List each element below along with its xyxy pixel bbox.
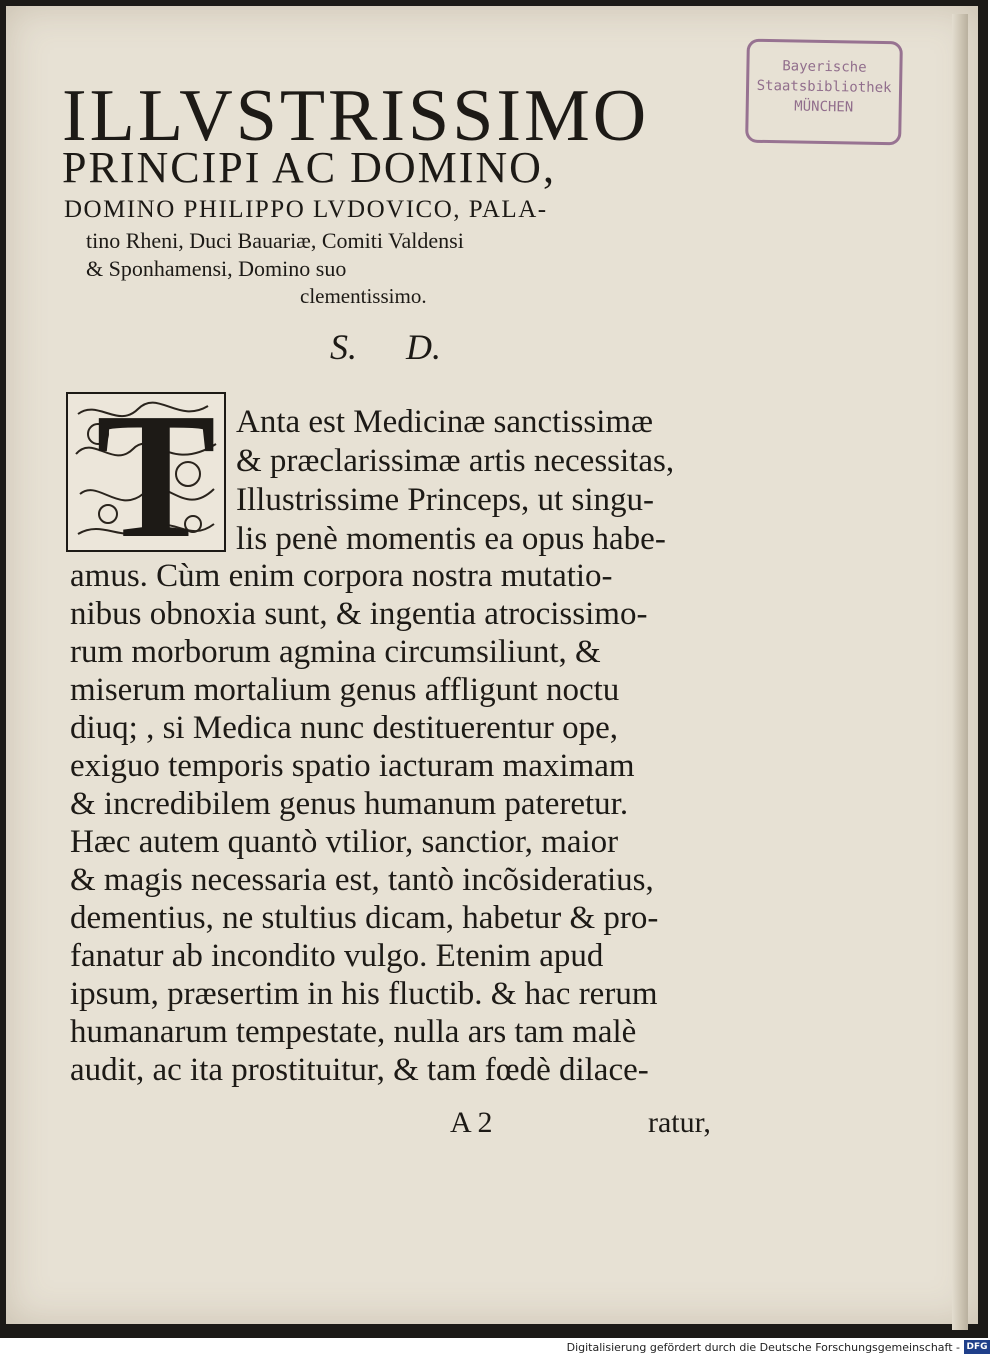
body-line: rum morborum agmina circumsiliunt, &: [70, 634, 601, 670]
dedication-title-line-2: PRINCIPI AC DOMINO,: [62, 143, 556, 192]
body-line: diuq; , si Medica nunc destituerentur ope,: [70, 710, 619, 746]
dedication-title-line-5: & Sponhamensi, Domino suo: [86, 256, 347, 281]
body-line: Hæc autem quantò vtilior, sanctior, maior: [70, 824, 619, 860]
body-line: & præclarissimæ artis necessitas,: [236, 443, 675, 479]
body-line: amus. Cùm enim corpora nostra mutatio-: [70, 558, 613, 594]
body-line: fanatur ab incondito vulgo. Etenim apud: [70, 938, 604, 974]
body-line: Anta est Medicinæ sanctissimæ: [236, 404, 654, 440]
digitization-credit: Digitalisierung gefördert durch die Deutsche Forschungsgemeinschaft -: [566, 1341, 960, 1354]
body-line: miserum mortalium genus affligunt noctu: [70, 672, 620, 708]
body-line: Illustrissime Princeps, ut singu-: [236, 482, 654, 518]
body-line: exiguo temporis spatio iacturam maximam: [70, 748, 635, 784]
body-line: dementius, ne stultius dicam, habetur & pro-: [70, 900, 659, 936]
body-line: humanarum tempestate, nulla ars tam malè: [70, 1014, 637, 1050]
page-edge: [952, 14, 968, 1330]
salutation: S. D.: [330, 327, 441, 367]
signature-mark: A 2: [450, 1106, 493, 1139]
dfg-logo: DFG: [964, 1340, 990, 1354]
catchword: ratur,: [648, 1106, 711, 1139]
initial-letter: T: [96, 376, 217, 575]
body-line: & incredibilem genus humanum pateretur.: [70, 786, 629, 822]
stamp-line-3: MÜNCHEN: [794, 98, 854, 116]
body-line: ipsum, præsertim in his fluctib. & hac rerum: [70, 976, 658, 1012]
body-line: & magis necessaria est, tantò incõsideratius,: [70, 862, 654, 898]
stamp-line-2: Staatsbibliothek: [756, 77, 892, 97]
body-line: nibus obnoxia sunt, & ingentia atrocissimo-: [70, 596, 648, 632]
dedication-title-line-3: DOMINO PHILIPPO LVDOVICO, PALA-: [64, 196, 548, 223]
body-line: audit, ac ita prostituitur, & tam fœdè dilace-: [70, 1052, 649, 1088]
dedication-title-line-6: clementissimo.: [300, 284, 427, 308]
library-stamp: [745, 39, 903, 146]
stamp-line-1: Bayerische: [782, 58, 867, 76]
decorated-initial: [66, 376, 226, 575]
dedication-title-line-1: ILLVSTRISSIMO: [62, 75, 650, 157]
body-line: lis penè momentis ea opus habe-: [236, 521, 666, 557]
dedication-title-line-4: tino Rheni, Duci Bauariæ, Comiti Valdensi: [86, 228, 464, 253]
